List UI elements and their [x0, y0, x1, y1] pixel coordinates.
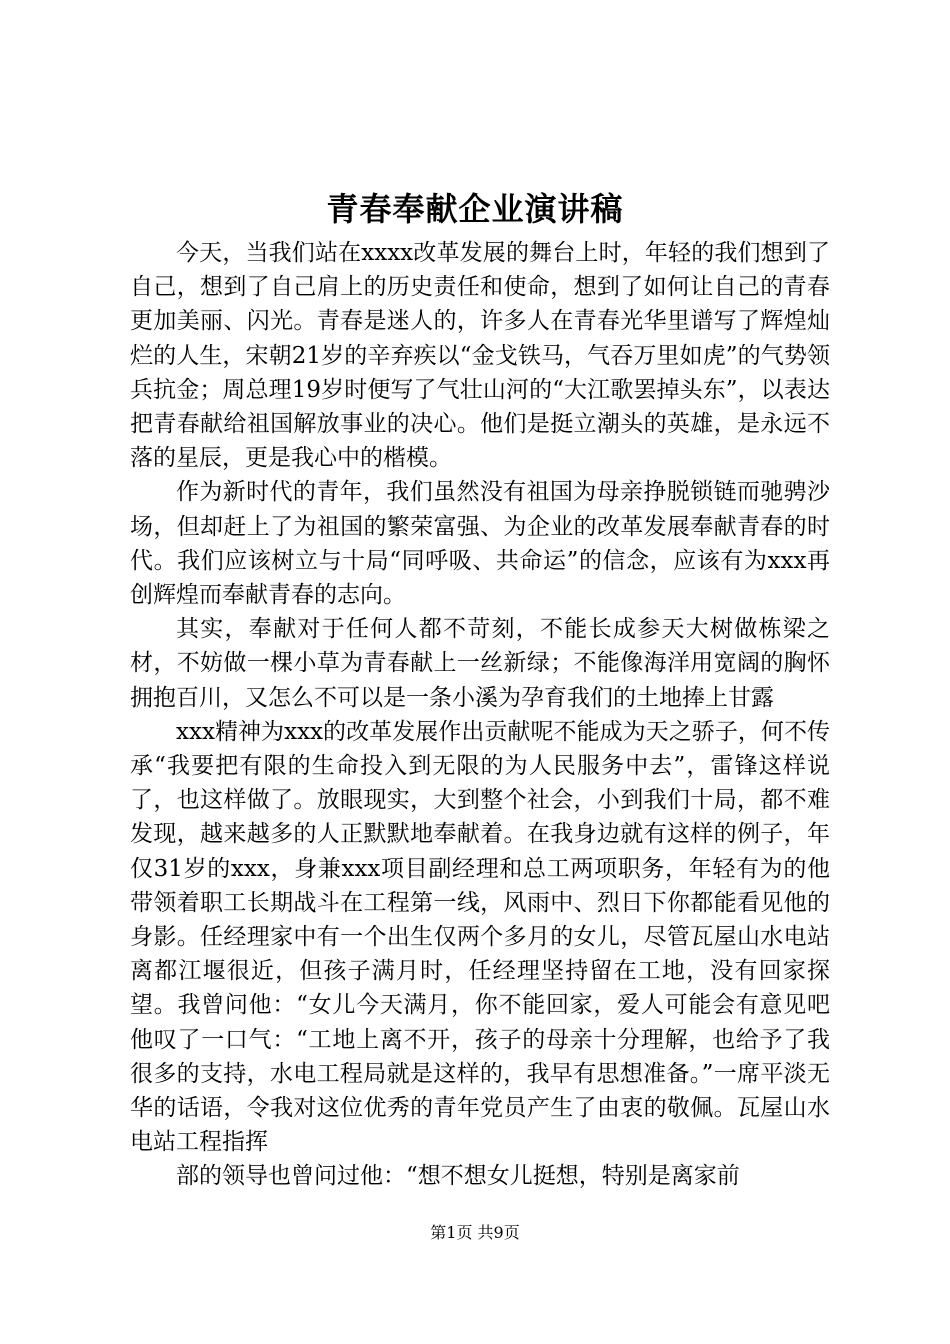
document-body	[130, 236, 830, 1194]
document-title: 青春奉献企业演讲稿	[326, 190, 624, 228]
paragraph: 其实，奉献对于任何人都不苛刻，不能长成参天大树做栋梁之材，不妨做一棵小草为青春献上一丝新绿；不能像海洋用宽阔的胸怀拥抱百川，又怎么不可以是一条小溪为孕育我们的土地捧上甘露	[130, 616, 830, 711]
paragraph: xxx精神为xxx的改革发展作出贡献呢不能成为天之骄子，何不传承“我要把有限的生命投入到无限的为人民服务中去”，雷锋这样说了，也这样做了。放眼现实，大到整个社会，小到我们十局，都不难发现，越来越多的人正默默地奉献着。在我身边就有这样的例子，年仅31岁的xxx，身兼xxx项目副经理和总工两项职务，年轻有为的他带领着职工长期战斗在工程第一线，风雨中、烈日下你都能看见他的身影。任经理家中有一个出生仅两个多月的女儿，尽管瓦屋山水电站离都江堰很近，但孩子满月时，任经理坚持留在工地，没有回家探望。我曾问他：“女儿今天满月，你不能回家，爱人可能会有意见吧他叹了一口气：“工地上离不开，孩子的母亲十分理解，也给予了我很多的支持，水电工程局就是这样的，我早有思想准备。”一席平淡无华的话语，令我对这位优秀的青年党员产生了由衷的敬佩。瓦屋山水电站工程指挥	[130, 718, 830, 1156]
paragraph: 作为新时代的青年，我们虽然没有祖国为母亲挣脱锁链而驰骋沙场，但却赶上了为祖国的繁荣富强、为企业的改革发展奉献青春的时代。我们应该树立与十局“同呼吸、共命运”的信念，应该有为xxx再创辉煌而奉献青春的志向。	[130, 479, 830, 609]
page-number-footer: 第1页 共9页	[430, 1223, 520, 1242]
paragraph: 今天，当我们站在xxxx改革发展的舞台上时，年轻的我们想到了自己，想到了自己肩上的历史责任和使命，想到了如何让自己的青春更加美丽、闪光。青春是迷人的，许多人在青春光华里谱写了辉煌灿烂的人生，宋朝21岁的辛弃疾以“金戈铁马，气吞万里如虎”的气势领兵抗金；周总理19岁时便写了气壮山河的“大江歌罢掉头东”，以表达把青春献给祖国解放事业的决心。他们是挺立潮头的英雄，是永远不落的星辰，更是我心中的楷模。	[130, 240, 830, 472]
paragraph: 部的领导也曾问过他：“想不想女儿挺想，特别是离家前	[176, 1163, 740, 1190]
